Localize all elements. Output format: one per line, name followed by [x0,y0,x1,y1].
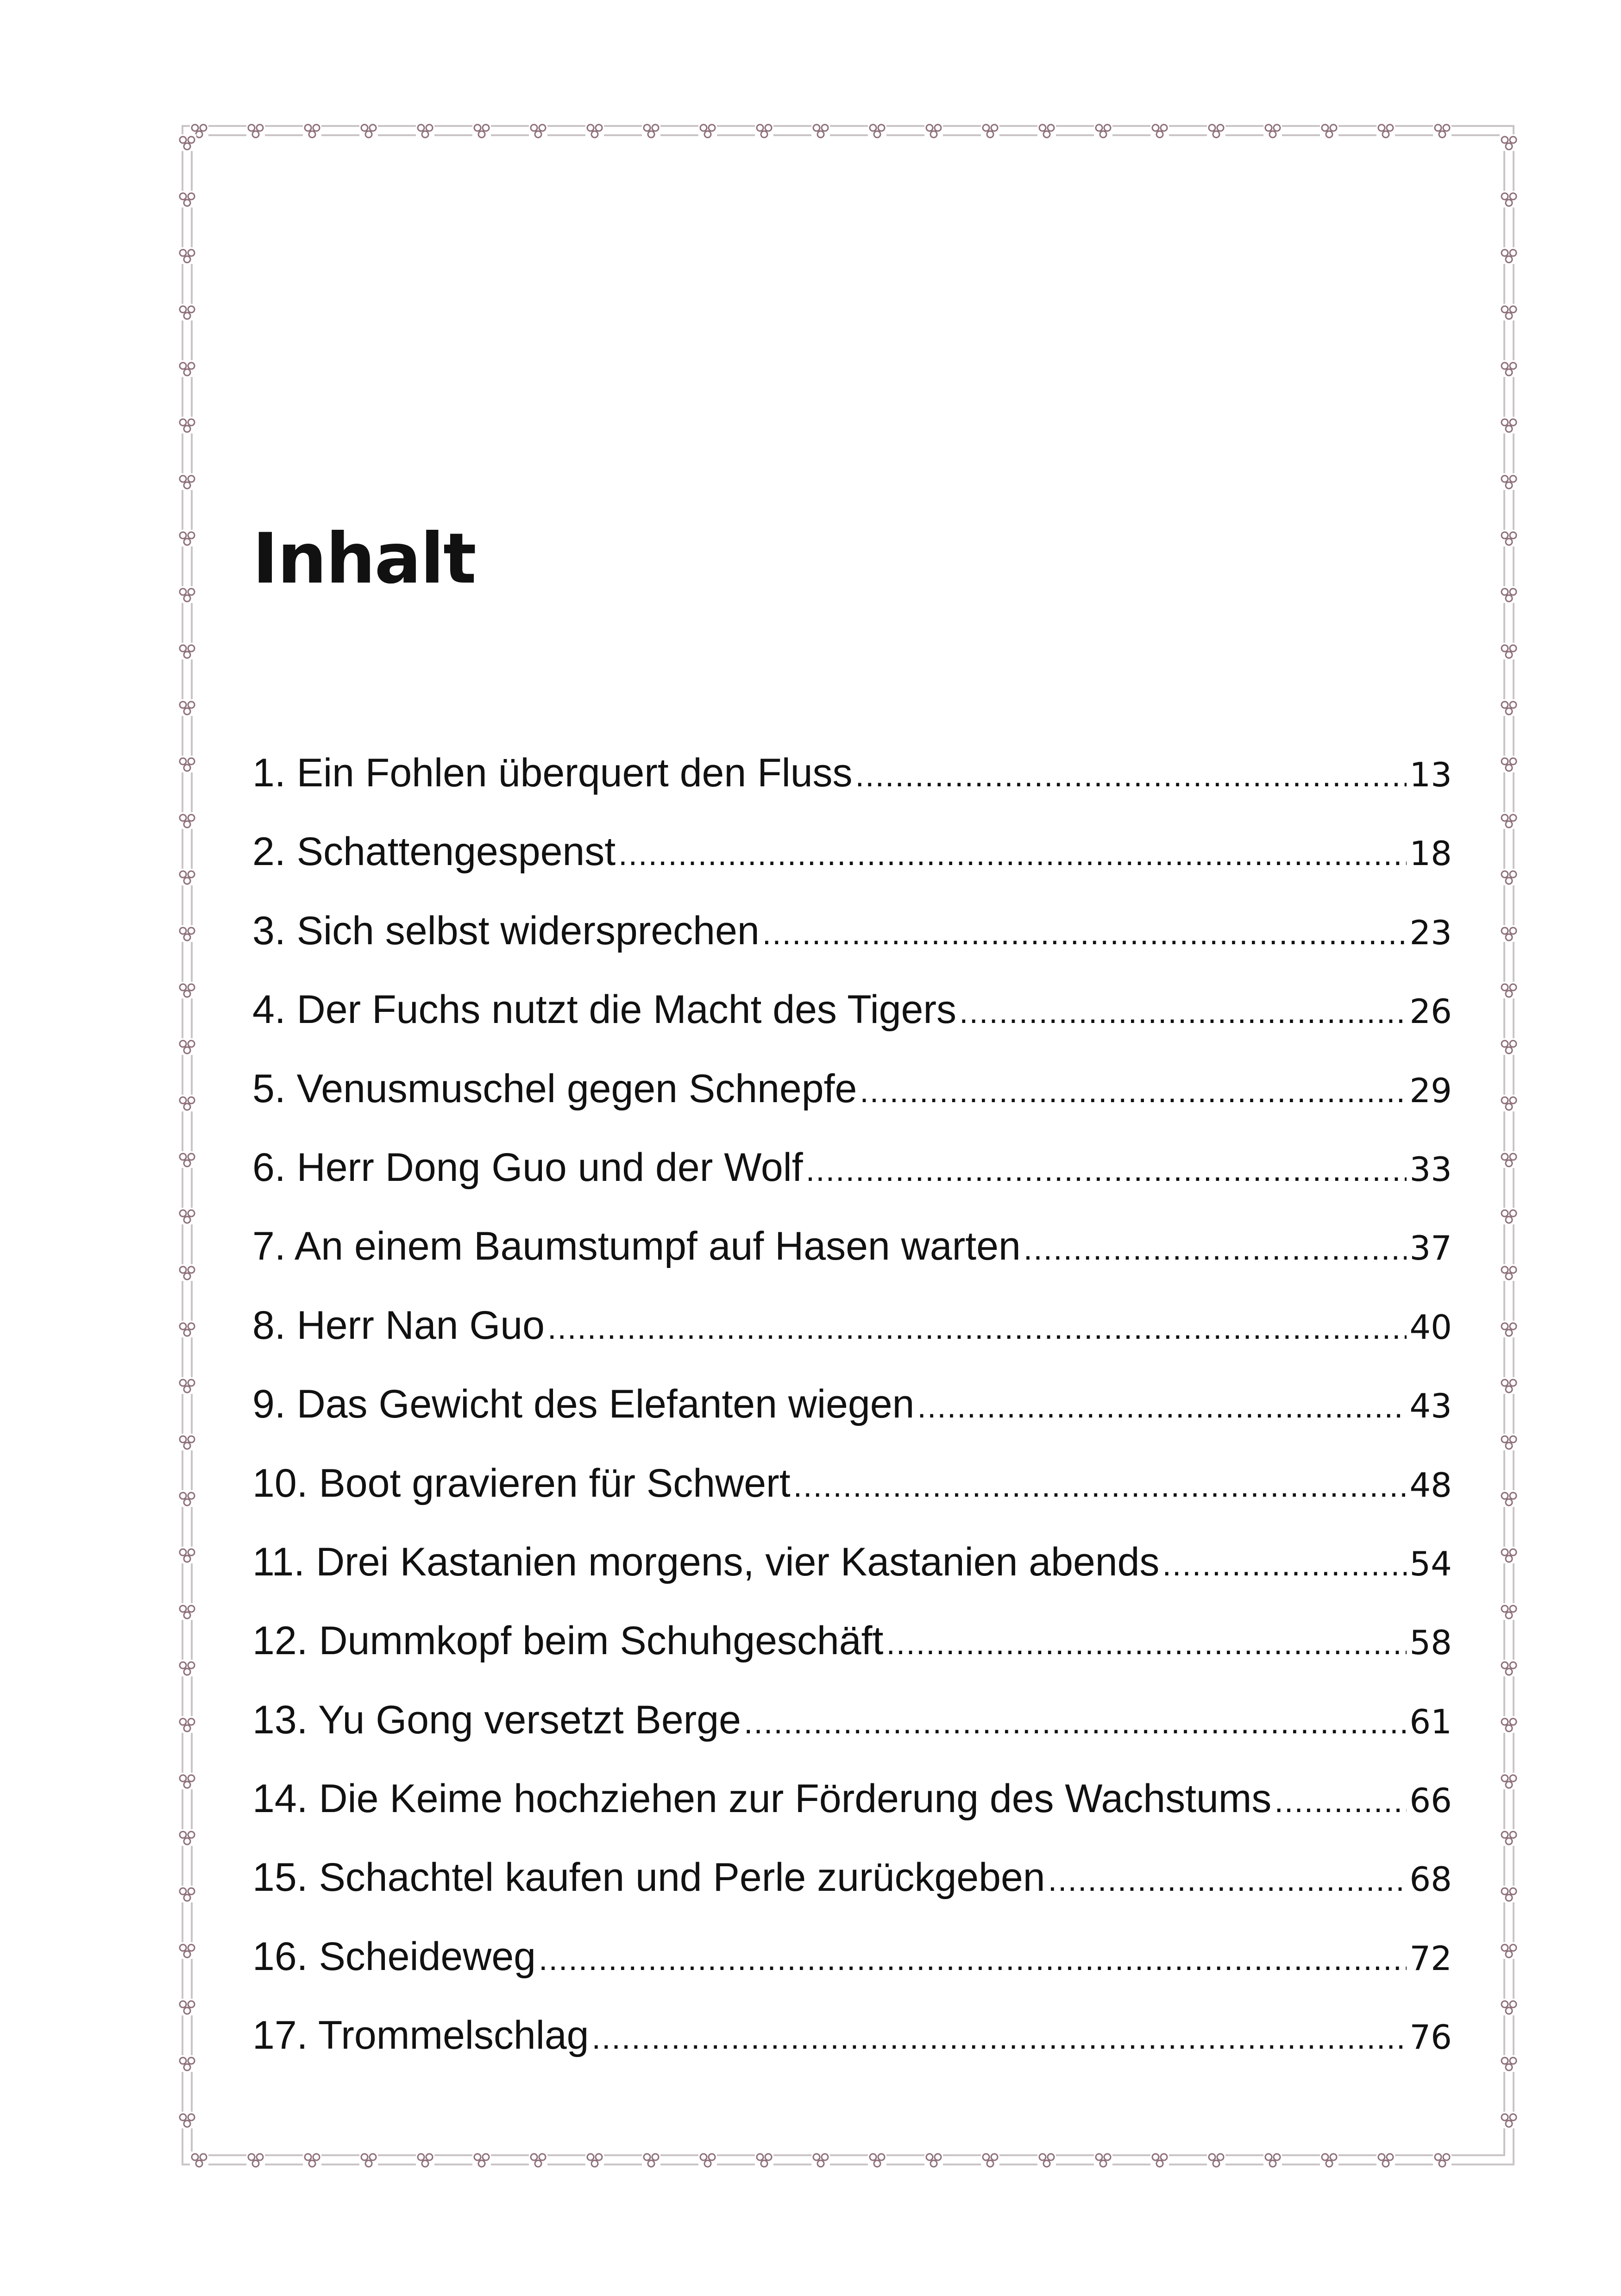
border-motif [178,925,196,942]
border-motif [1500,643,1518,659]
border-motif [1500,1321,1518,1337]
border-motif [178,1942,196,1959]
border-motif [178,1095,196,1111]
border-motif [811,2152,830,2168]
border-motif [1500,417,1518,433]
border-motif [178,1829,196,1846]
page-title: Inhalt [252,519,476,599]
toc-entry-title: 16. Scheideweg [252,1934,536,1979]
border-motif [1500,1773,1518,1789]
border-motif [1320,2152,1338,2168]
toc-entry[interactable] [252,1303,1452,1381]
border-motif [1500,1999,1518,2015]
border-motif [1500,1434,1518,1450]
border-motif [698,122,717,139]
dot-leader [860,1073,1407,1110]
dot-leader [744,1704,1407,1741]
border-motif [924,2152,943,2168]
dot-leader [959,993,1407,1030]
border-motif [1500,1660,1518,1676]
border-motif [178,586,196,603]
dot-leader [1162,1546,1407,1583]
toc-entry-title: 4. Der Fuchs nutzt die Macht des Tigers [252,987,956,1032]
border-motif [178,473,196,490]
toc-entry[interactable] [252,1145,1452,1223]
border-motif [178,1377,196,1394]
border-motif [924,122,943,139]
border-motif [178,982,196,998]
toc-entry[interactable] [252,2013,1452,2091]
dot-leader [762,915,1407,952]
toc-entry-title: 8. Herr Nan Guo [252,1303,545,1348]
border-motif [178,699,196,716]
border-motif [1500,191,1518,207]
border-motif [178,1434,196,1450]
toc-entry[interactable] [252,829,1452,908]
dot-leader [618,835,1407,872]
border-motif [178,756,196,772]
toc-entry-title: 12. Dummkopf beim Schuhgeschäft [252,1618,884,1663]
border-motif [1500,1547,1518,1563]
border-motif [1500,1264,1518,1281]
border-motif [178,1603,196,1620]
toc-page-number: 23 [1409,913,1452,952]
border-motif [1500,134,1518,151]
toc-entry[interactable] [252,1066,1452,1145]
toc-entry-title: 11. Drei Kastanien morgens, vier Kastanien abends [252,1539,1160,1584]
border-motif [178,247,196,264]
border-motif [178,1773,196,1789]
border-motif [178,1264,196,1281]
border-motif [1207,122,1225,139]
dot-leader [855,757,1407,794]
toc-page-number: 37 [1409,1229,1452,1268]
border-motif [178,1660,196,1676]
dot-leader [1274,1782,1407,1819]
border-motif [178,134,196,151]
dot-leader [539,1940,1407,1977]
border-motif [1376,122,1395,139]
toc-entry[interactable] [252,1934,1452,2013]
border-motif [178,1151,196,1168]
toc-entry-title: 10. Boot gravieren für Schwert [252,1461,791,1506]
toc-entry-title: 13. Yu Gong versetzt Berge [252,1697,741,1742]
border-motif [1500,756,1518,772]
toc-page-number: 18 [1409,834,1452,873]
toc-page-number: 26 [1409,992,1452,1031]
border-motif [1263,2152,1282,2168]
border-motif [1094,2152,1112,2168]
border-motif [1500,473,1518,490]
border-motif [1150,122,1169,139]
toc-page-number: 72 [1409,1938,1452,1978]
dot-leader [806,1151,1407,1188]
dot-leader [886,1625,1407,1662]
border-motif [472,122,491,139]
border-motif [1500,1716,1518,1733]
border-motif [868,2152,886,2168]
border-motif [178,417,196,433]
border-motif [1207,2152,1225,2168]
border-motif [178,1886,196,1902]
border-motif [1433,122,1451,139]
dot-leader [547,1309,1407,1346]
border-motif [416,122,434,139]
border-motif [1500,2055,1518,2072]
border-motif [1500,1151,1518,1168]
dot-leader [1048,1861,1407,1898]
border-motif [178,1038,196,1055]
border-motif [178,2055,196,2072]
border-motif [1094,122,1112,139]
border-motif [303,2152,321,2168]
border-motif [416,2152,434,2168]
border-motif [303,122,321,139]
border-motif [811,122,830,139]
toc-page-number: 76 [1409,2018,1452,2057]
toc-entry-title: 7. An einem Baumstumpf auf Hasen warten [252,1224,1021,1269]
border-motif [178,643,196,659]
toc-entry[interactable] [252,750,1452,829]
toc-page-number: 40 [1409,1307,1452,1347]
border-motif [1500,360,1518,377]
border-motif [472,2152,491,2168]
table-of-contents [252,750,1452,2092]
border-motif [1500,982,1518,998]
border-motif [1500,699,1518,716]
border-motif [585,2152,604,2168]
border-motif [178,1208,196,1224]
toc-entry[interactable] [252,1381,1452,1460]
border-motif [1150,2152,1169,2168]
toc-entry-title: 15. Schachtel kaufen und Perle zurückgeben [252,1855,1045,1900]
border-motif [642,122,660,139]
dot-leader [592,2019,1407,2056]
border-motif [1500,247,1518,264]
border-motif [1500,869,1518,885]
border-motif [698,2152,717,2168]
border-motif [1500,1377,1518,1394]
border-motif [981,122,999,139]
dot-leader [917,1388,1407,1425]
border-motif [1500,1829,1518,1846]
border-motif [1500,530,1518,546]
toc-page-number: 48 [1409,1465,1452,1505]
border-motif [178,530,196,546]
border-motif [529,122,547,139]
border-motif [1433,2152,1451,2168]
toc-entry[interactable] [252,1776,1452,1855]
border-motif [178,869,196,885]
toc-page-number: 43 [1409,1386,1452,1426]
border-motif [1500,925,1518,942]
toc-entry[interactable] [252,1618,1452,1697]
border-motif [529,2152,547,2168]
border-motif [1263,122,1282,139]
border-motif [178,1716,196,1733]
toc-entry-title: 3. Sich selbst widersprechen [252,908,760,953]
toc-page-number: 29 [1409,1071,1452,1110]
border-motif [359,122,378,139]
border-motif [868,122,886,139]
toc-page-number: 33 [1409,1149,1452,1189]
border-motif [1500,1038,1518,1055]
border-motif [178,304,196,320]
border-motif [1037,2152,1056,2168]
border-motif [1500,1490,1518,1507]
border-motif [1500,1603,1518,1620]
toc-entry-title: 14. Die Keime hochziehen zur Förderung des Wachstums [252,1776,1272,1821]
border-motif [1500,812,1518,829]
toc-page-number: 58 [1409,1623,1452,1662]
border-motif [178,812,196,829]
border-motif [178,1999,196,2015]
border-motif [190,2152,208,2168]
dot-leader [793,1467,1407,1504]
border-motif [981,2152,999,2168]
border-motif [1320,122,1338,139]
toc-entry[interactable] [252,1539,1452,1618]
border-motif [755,2152,773,2168]
border-motif [1037,122,1056,139]
border-motif [1500,1886,1518,1902]
border-motif [585,122,604,139]
toc-entry-title: 9. Das Gewicht des Elefanten wiegen [252,1382,915,1427]
border-motif [642,2152,660,2168]
toc-page-number: 66 [1409,1781,1452,1820]
toc-entry-title: 17. Trommelschlag [252,2013,589,2058]
toc-entry[interactable] [252,1697,1452,1776]
toc-entry[interactable] [252,908,1452,987]
dot-leader [1024,1230,1407,1267]
toc-entry[interactable] [252,1461,1452,1539]
border-motif [1500,586,1518,603]
border-motif [755,122,773,139]
toc-entry[interactable] [252,1223,1452,1302]
toc-page-number: 61 [1409,1702,1452,1741]
border-motif [178,1321,196,1337]
toc-page-number: 68 [1409,1860,1452,1899]
toc-entry-title: 6. Herr Dong Guo und der Wolf [252,1145,803,1190]
toc-entry-title: 2. Schattengespenst [252,829,616,874]
border-motif [1500,1942,1518,1959]
toc-entry-title: 1. Ein Fohlen überquert den Fluss [252,751,853,795]
toc-page-number: 54 [1409,1544,1452,1583]
border-motif [359,2152,378,2168]
border-motif [1500,1208,1518,1224]
border-motif [1500,304,1518,320]
border-motif [178,2112,196,2128]
border-motif [246,122,265,139]
border-motif [1376,2152,1395,2168]
border-motif [246,2152,265,2168]
toc-page-number: 13 [1409,755,1452,794]
border-motif [178,1547,196,1563]
border-motif [1500,1095,1518,1111]
toc-entry[interactable] [252,987,1452,1066]
border-motif [178,191,196,207]
border-motif [1500,2112,1518,2128]
border-motif [178,1490,196,1507]
toc-entry-title: 5. Venusmuschel gegen Schnepfe [252,1066,857,1111]
toc-entry[interactable] [252,1855,1452,1933]
border-motif [178,360,196,377]
